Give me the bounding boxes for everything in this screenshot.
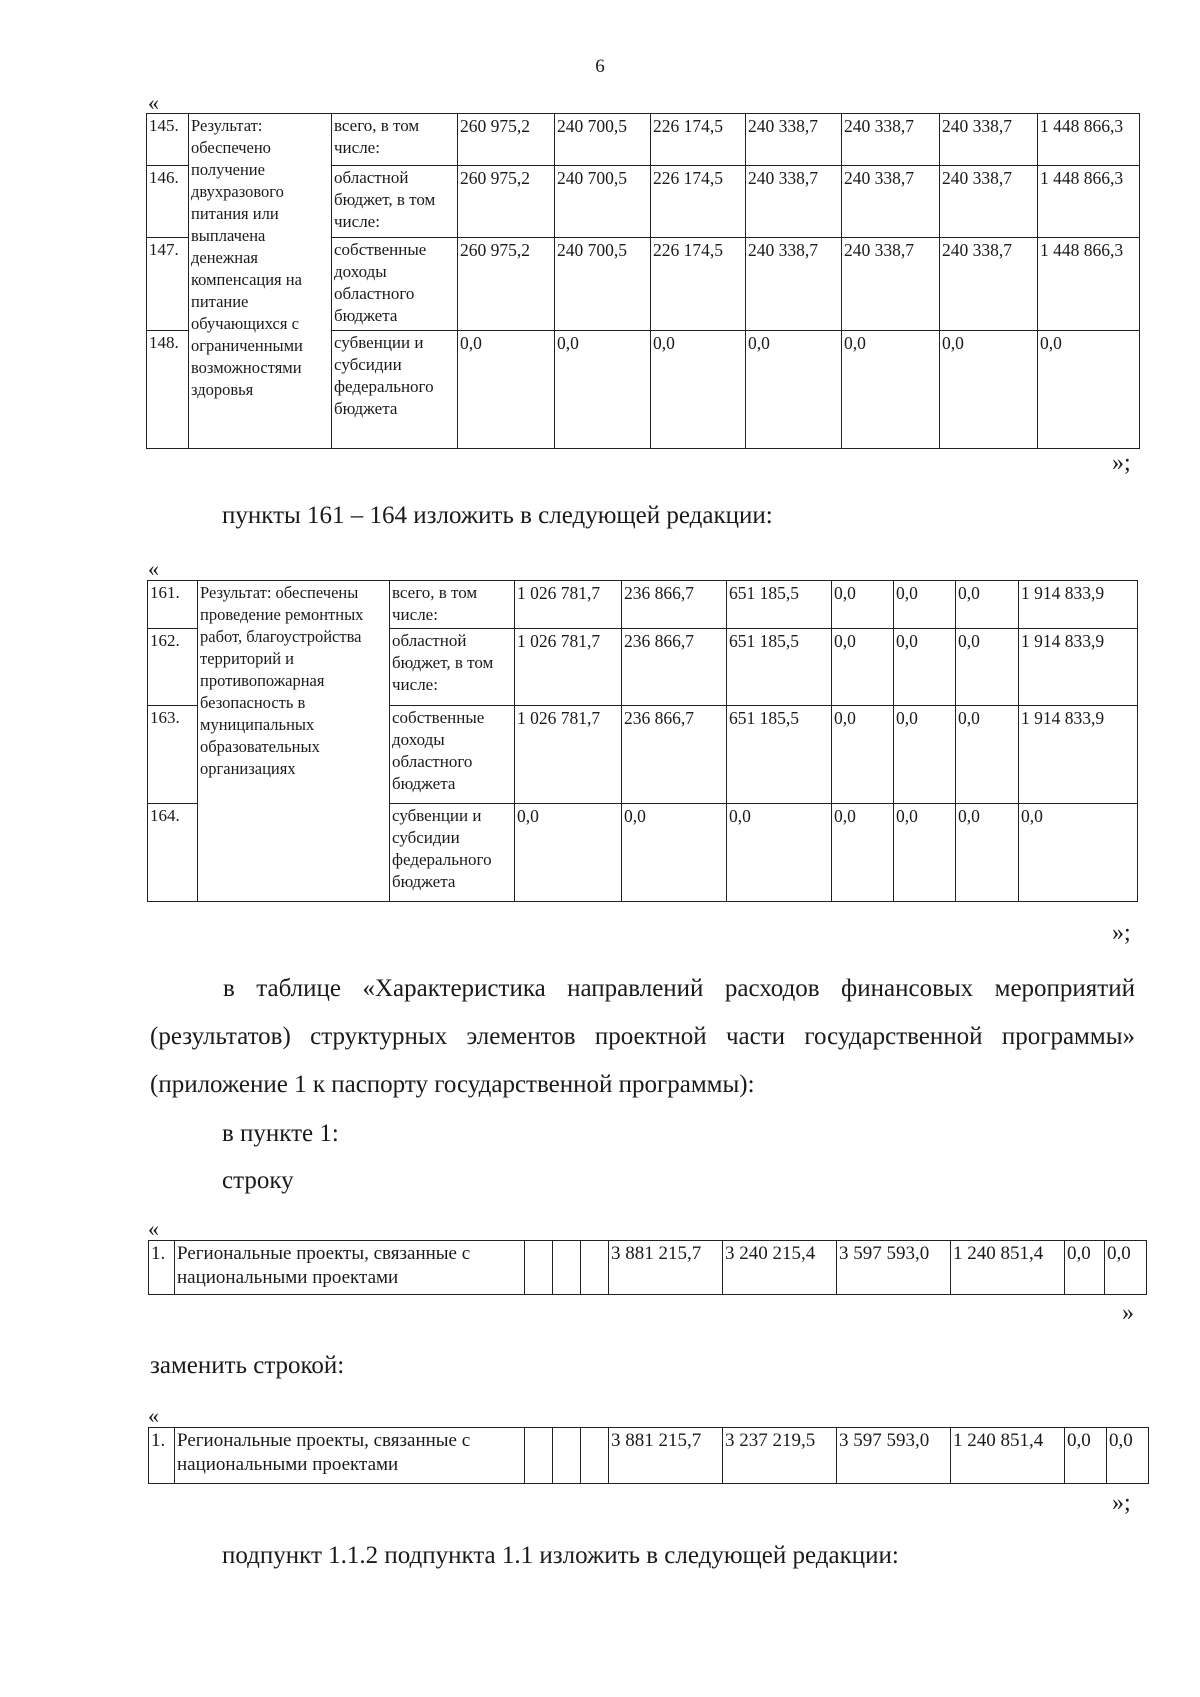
value-cell: 0,0 bbox=[832, 581, 894, 629]
funding-source: собственные доходы областного бюджета bbox=[390, 706, 515, 804]
table-row bbox=[149, 1241, 1147, 1295]
value-cell: 0,0 bbox=[894, 706, 956, 804]
value-cell: 240 700,5 bbox=[555, 238, 651, 331]
empty-cell bbox=[581, 1428, 609, 1484]
value-cell: 0,0 bbox=[651, 331, 746, 449]
value-cell: 651 185,5 bbox=[727, 706, 832, 804]
value-cell: 0,0 bbox=[1065, 1428, 1107, 1484]
value-cell: 0,0 bbox=[956, 581, 1019, 629]
value-cell: 651 185,5 bbox=[727, 581, 832, 629]
value-cell: 1 240 851,4 bbox=[951, 1428, 1065, 1484]
total-cell: 1 448 866,3 bbox=[1038, 114, 1140, 166]
table-row bbox=[147, 114, 1140, 166]
value-cell: 3 881 215,7 bbox=[609, 1428, 723, 1484]
quote-close-4: »; bbox=[1112, 1490, 1131, 1516]
value-cell: 226 174,5 bbox=[651, 166, 746, 238]
value-cell: 0,0 bbox=[622, 804, 727, 902]
funding-source: областной бюджет, в том числе: bbox=[332, 166, 458, 238]
value-cell: 0,0 bbox=[894, 629, 956, 706]
value-cell: 0,0 bbox=[956, 629, 1019, 706]
value-cell: 236 866,7 bbox=[622, 706, 727, 804]
result-description: Результат: обеспечено получение двухразового питания или выплачена денежная компенсация на питание обучающихся с ограниченными возможностями здоровья bbox=[189, 114, 332, 449]
value-cell: 0,0 bbox=[956, 706, 1019, 804]
row-number: 1. bbox=[149, 1241, 175, 1295]
total-cell: 1 914 833,9 bbox=[1019, 581, 1138, 629]
total-cell: 1 914 833,9 bbox=[1019, 629, 1138, 706]
row-number: 1. bbox=[149, 1428, 175, 1484]
value-cell: 240 700,5 bbox=[555, 166, 651, 238]
row-number: 148. bbox=[147, 331, 189, 449]
quote-open-2: « bbox=[148, 556, 159, 581]
empty-cell bbox=[553, 1428, 581, 1484]
value-cell: 226 174,5 bbox=[651, 238, 746, 331]
table-items-161-164 bbox=[147, 580, 1138, 902]
row-number: 162. bbox=[148, 629, 198, 706]
value-cell: 0,0 bbox=[832, 629, 894, 706]
value-cell: 1 026 781,7 bbox=[515, 581, 622, 629]
quote-open-4: « bbox=[148, 1403, 159, 1428]
paragraph-replace: заменить строкой: bbox=[150, 1352, 345, 1379]
value-cell: 0,0 bbox=[894, 581, 956, 629]
row-name: Региональные проекты, связанные с национальными проектами bbox=[175, 1241, 525, 1295]
row-number: 164. bbox=[148, 804, 198, 902]
value-cell: 3 240 215,4 bbox=[723, 1241, 837, 1295]
value-cell: 0,0 bbox=[1105, 1241, 1147, 1295]
empty-cell bbox=[581, 1241, 609, 1295]
paragraph-table-intro: в таблице «Характеристика направлений расходов финансовых мероприятий (результатов) структурных элементов проектной части государственной программы» (приложение 1 к паспорту государственной программы): bbox=[150, 975, 1135, 1098]
value-cell: 0,0 bbox=[458, 331, 555, 449]
value-cell: 226 174,5 bbox=[651, 114, 746, 166]
value-cell: 0,0 bbox=[515, 804, 622, 902]
total-cell: 0,0 bbox=[1019, 804, 1138, 902]
table-row bbox=[149, 1428, 1149, 1484]
value-cell: 0,0 bbox=[832, 706, 894, 804]
paragraph-line: строку bbox=[222, 1167, 294, 1194]
value-cell: 240 338,7 bbox=[842, 238, 940, 331]
value-cell: 0,0 bbox=[894, 804, 956, 902]
total-cell: 1 448 866,3 bbox=[1038, 166, 1140, 238]
table-old-row bbox=[148, 1240, 1147, 1295]
value-cell: 651 185,5 bbox=[727, 629, 832, 706]
value-cell: 240 700,5 bbox=[555, 114, 651, 166]
quote-close-2: »; bbox=[1112, 920, 1131, 946]
value-cell: 240 338,7 bbox=[746, 238, 842, 331]
value-cell: 1 026 781,7 bbox=[515, 629, 622, 706]
funding-source: собственные доходы областного бюджета bbox=[332, 238, 458, 331]
funding-source: субвенции и субсидии федерального бюджета bbox=[332, 331, 458, 449]
value-cell: 0,0 bbox=[956, 804, 1019, 902]
value-cell: 0,0 bbox=[832, 804, 894, 902]
funding-source: всего, в том числе: bbox=[390, 581, 515, 629]
total-cell: 1 448 866,3 bbox=[1038, 238, 1140, 331]
value-cell: 0,0 bbox=[1107, 1428, 1149, 1484]
row-name: Региональные проекты, связанные с национальными проектами bbox=[175, 1428, 525, 1484]
row-number: 163. bbox=[148, 706, 198, 804]
row-number: 146. bbox=[147, 166, 189, 238]
quote-close-3: » bbox=[1122, 1300, 1134, 1326]
paragraph-in-point-1: в пункте 1: bbox=[222, 1120, 339, 1147]
total-cell: 0,0 bbox=[1038, 331, 1140, 449]
total-cell: 1 914 833,9 bbox=[1019, 706, 1138, 804]
value-cell: 240 338,7 bbox=[842, 166, 940, 238]
value-cell: 240 338,7 bbox=[746, 114, 842, 166]
value-cell: 260 975,2 bbox=[458, 238, 555, 331]
value-cell: 240 338,7 bbox=[940, 166, 1038, 238]
page-number: 6 bbox=[595, 56, 605, 77]
value-cell: 260 975,2 bbox=[458, 166, 555, 238]
row-number: 145. bbox=[147, 114, 189, 166]
empty-cell bbox=[553, 1241, 581, 1295]
paragraph-subpoint: подпункт 1.1.2 подпункта 1.1 изложить в следующей редакции: bbox=[222, 1542, 899, 1569]
quote-open-1: « bbox=[148, 90, 159, 115]
value-cell: 1 240 851,4 bbox=[951, 1241, 1065, 1295]
value-cell: 236 866,7 bbox=[622, 629, 727, 706]
empty-cell bbox=[525, 1241, 553, 1295]
empty-cell bbox=[525, 1428, 553, 1484]
value-cell: 236 866,7 bbox=[622, 581, 727, 629]
funding-source: субвенции и субсидии федерального бюджета bbox=[390, 804, 515, 902]
value-cell: 240 338,7 bbox=[940, 114, 1038, 166]
table-row bbox=[148, 581, 1138, 629]
value-cell: 240 338,7 bbox=[940, 238, 1038, 331]
value-cell: 240 338,7 bbox=[842, 114, 940, 166]
value-cell: 3 597 593,0 bbox=[837, 1428, 951, 1484]
table-new-row bbox=[148, 1427, 1149, 1484]
quote-close-1: »; bbox=[1112, 450, 1131, 476]
quote-open-3: « bbox=[148, 1216, 159, 1241]
row-number: 147. bbox=[147, 238, 189, 331]
value-cell: 3 881 215,7 bbox=[609, 1241, 723, 1295]
value-cell: 3 237 219,5 bbox=[723, 1428, 837, 1484]
value-cell: 0,0 bbox=[940, 331, 1038, 449]
value-cell: 1 026 781,7 bbox=[515, 706, 622, 804]
value-cell: 0,0 bbox=[727, 804, 832, 902]
funding-source: всего, в том числе: bbox=[332, 114, 458, 166]
result-description: Результат: обеспечены проведение ремонтных работ, благоустройства территорий и противопожарная безопасность в муниципальных образовательных организациях bbox=[198, 581, 390, 902]
value-cell: 0,0 bbox=[1065, 1241, 1105, 1295]
value-cell: 0,0 bbox=[555, 331, 651, 449]
table-items-145-148 bbox=[146, 113, 1140, 449]
value-cell: 260 975,2 bbox=[458, 114, 555, 166]
row-number: 161. bbox=[148, 581, 198, 629]
paragraph-points-161-164: пункты 161 – 164 изложить в следующей редакции: bbox=[222, 502, 773, 529]
value-cell: 240 338,7 bbox=[746, 166, 842, 238]
value-cell: 0,0 bbox=[746, 331, 842, 449]
value-cell: 3 597 593,0 bbox=[837, 1241, 951, 1295]
funding-source: областной бюджет, в том числе: bbox=[390, 629, 515, 706]
value-cell: 0,0 bbox=[842, 331, 940, 449]
